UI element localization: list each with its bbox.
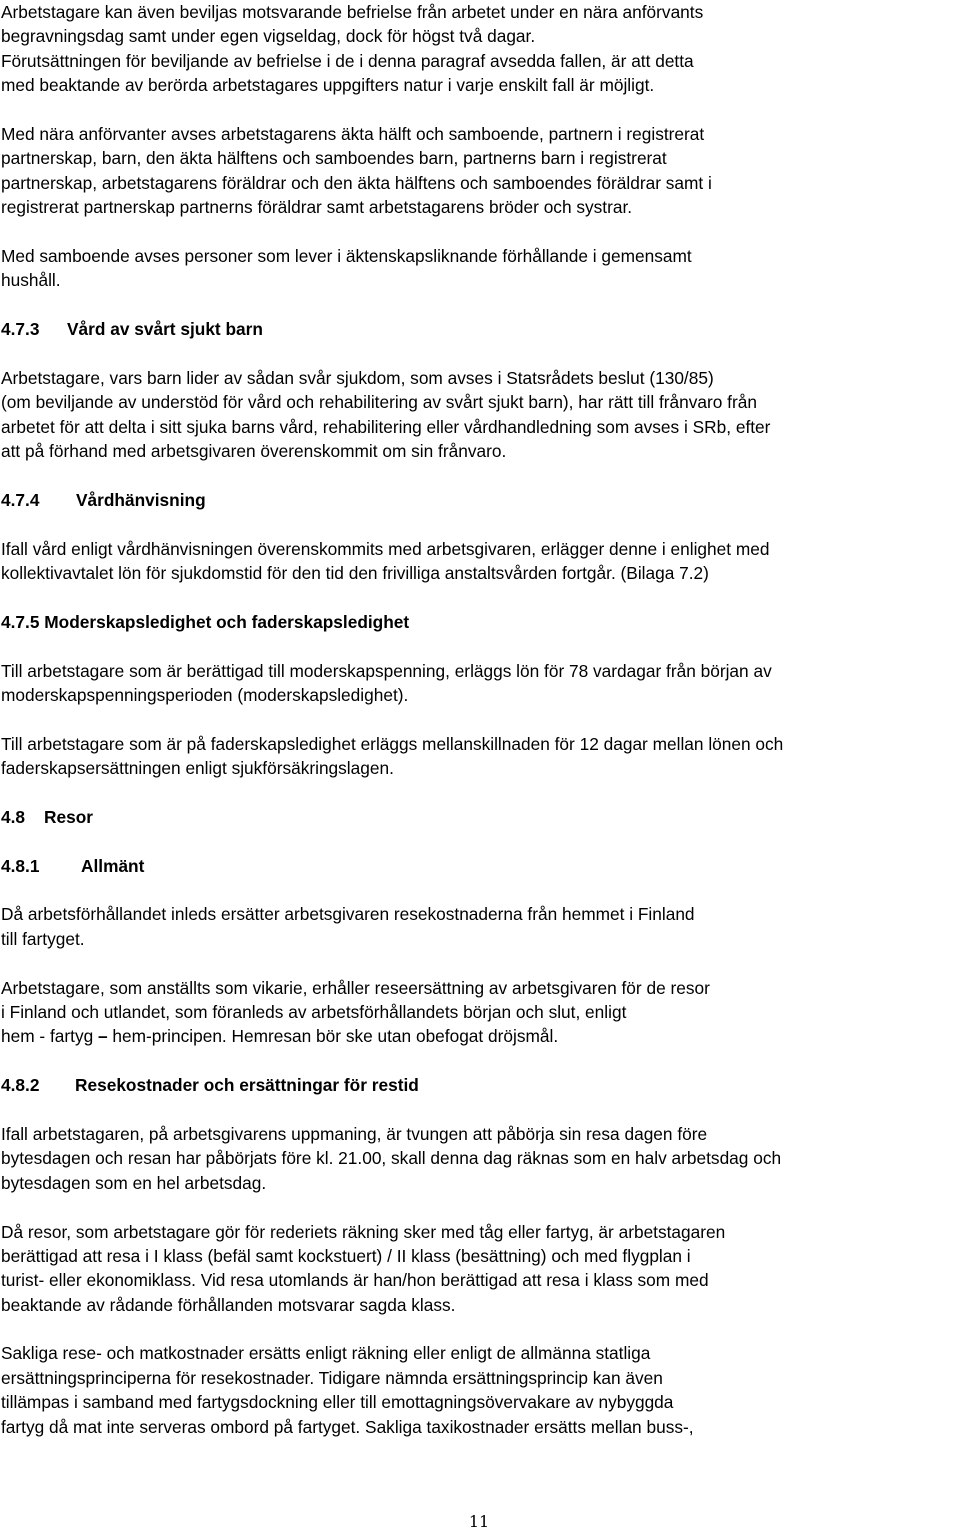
text-line: arbetet för att delta i sitt sjuka barns vård, rehabilitering eller vårdhandledning som avses i SRb, efter [1,416,771,437]
text-line: begravningsdag samt under egen vigseldag, dock för högst två dagar. [1,26,536,47]
travel-costs-paragraph-1 [1,1122,959,1195]
paragraph-spacer [1,878,959,902]
text-fragment: hem - fartyg [1,1026,98,1047]
text-line: partnerskap, arbetstagarens föräldrar och den äkta hälftens och samboendes föräldrar samt i [1,172,712,193]
section-heading-4-7-4 [1,488,959,512]
section-title: Resor [44,806,93,827]
text-line: Ifall arbetstagaren, på arbetsgivarens uppmaning, är tvungen att påbörja sin resa dagen före [1,1123,708,1144]
section-title: Vårdhänvisning [76,489,206,510]
section-heading-4-7-3 [1,317,959,341]
section-heading-4-8-1 [1,854,959,878]
text-line: fartyg då mat inte serveras ombord på fartyget. Sakliga taxikostnader ersätts mellan buss-, [1,1416,694,1437]
text-line: Till arbetstagare som är berättigad till moderskapspenning, erläggs lön för 78 vardagar från början av [1,660,772,681]
paragraph-spacer [1,781,959,805]
text-line: ersättningsprinciperna för resekostnader. Tidigare nämnda ersättningsprincip kan även [1,1367,663,1388]
text-line: Med nära anförvanter avses arbetstagarens äkta hälft och samboende, partnern i registrerat [1,123,705,144]
text-line: i Finland och utlandet, som föranleds av arbetsförhållandets början och slut, enligt [1,1002,627,1023]
paragraph-spacer [1,512,959,536]
paragraph-spacer [1,341,959,365]
section-heading-4-8 [1,805,959,829]
travel-general-paragraph-1 [1,902,959,951]
text-line: kollektivavtalet lön för sjukdomstid för den tid den frivilliga anstaltsvården fortgår. (Bilaga 7.2) [1,562,709,583]
travel-costs-paragraph-2 [1,1220,959,1318]
section-number: 4.8.1 [1,855,40,876]
text-line: Ifall vård enligt vårdhänvisningen överenskommits med arbetsgivaren, erlägger denne i enlighet med [1,538,770,559]
text-line: Med samboende avses personer som lever i äktenskapsliknande förhållande i gemensamt [1,245,692,266]
text-line: faderskapsersättningen enligt sjukförsäkringslagen. [1,758,394,779]
paragraph-spacer [1,585,959,609]
text-line: Arbetstagare kan även beviljas motsvarande befrielse från arbetet under en nära anförvants [1,2,704,22]
cohabitants-paragraph [1,244,959,293]
text-line: Arbetstagare, vars barn lider av sådan svår sjukdom, som avses i Statsrådets beslut (130/85) [1,367,714,388]
intro-paragraph [1,0,959,98]
paragraph-spacer [1,293,959,317]
text-line: Förutsättningen för beviljande av befrielse i de i denna paragraf avsedda fallen, är att detta [1,50,694,71]
text-line: hushåll. [1,270,61,291]
paragraph-spacer [1,829,959,853]
text-line: moderskapspenningsperioden (moderskapsledighet). [1,684,409,705]
paragraph-spacer [1,1317,959,1341]
paragraph-spacer [1,634,959,658]
text-line: med beaktande av berörda arbetstagares uppgifters natur i varje enskilt fall är möjligt. [1,75,655,96]
care-referral-paragraph [1,537,959,586]
text-line: Arbetstagare, som anställts som vikarie, erhåller reseersättning av arbetsgivaren för de resor [1,977,710,998]
maternity-paragraph [1,659,959,708]
paragraph-spacer [1,463,959,487]
travel-costs-paragraph-3 [1,1341,959,1439]
text-line: att på förhand med arbetsgivaren överenskommit om sin frånvaro. [1,441,507,462]
page-number [0,1512,960,1532]
text-line: Då resor, som arbetstagare gör för rederiets räkning sker med tåg eller fartyg, är arbetstagaren [1,1221,726,1242]
text-fragment: hem-principen. Hemresan bör ske utan obefogat dröjsmål. [107,1026,559,1047]
text-line: turist- eller ekonomiklass. Vid resa utomlands är han/hon berättigad att resa i klass som med [1,1270,709,1291]
relatives-paragraph [1,122,959,220]
paragraph-spacer [1,1098,959,1122]
section-title: Resekostnader och ersättningar för restid [75,1075,419,1096]
text-line: (om beviljande av understöd för vård och rehabilitering av svårt sjukt barn), har rätt till frånvaro från [1,392,757,413]
section-number: 4.8.2 [1,1075,40,1096]
text-line: tillämpas i samband med fartygsdockning eller till emottagningsövervakare av nybyggda [1,1392,674,1413]
text-line: berättigad att resa i I klass (befäl samt kockstuert) / II klass (besättning) och med flygplan i [1,1245,691,1266]
section-number: 4.7.4 [1,489,40,510]
text-line: Sakliga rese- och matkostnader ersätts enligt räkning eller enligt de allmänna statliga [1,1343,651,1364]
paragraph-spacer [1,951,959,975]
section-title: Vård av svårt sjukt barn [67,319,263,340]
text-line: Då arbetsförhållandet inleds ersätter arbetsgivaren resekostnaderna från hemmet i Finland [1,904,695,925]
text-line: partnerskap, barn, den äkta hälftens och samboendes barn, partnerns barn i registrerat [1,148,667,169]
section-number: 4.8 [1,806,26,827]
section-title: Allmänt [81,855,145,876]
travel-general-paragraph-2 [1,976,959,1049]
page-number-text: 11 [468,1512,490,1531]
paragraph-spacer [1,1049,959,1073]
text-line: bytesdagen och resan har påbörjats före kl. 21.00, skall denna dag räknas som en halv arbetsdag och [1,1148,782,1169]
text-line: Till arbetstagare som är på faderskapsledighet erläggs mellanskillnaden för 12 dagar mellan lönen och [1,733,784,754]
text-line [1,1024,959,1048]
text-line: bytesdagen som en hel arbetsdag. [1,1172,267,1193]
section-heading-4-8-2 [1,1073,959,1097]
paragraph-spacer [1,98,959,122]
section-number: 4.7.3 [1,319,40,340]
paternity-paragraph [1,732,959,781]
text-line: beaktande av rådande förhållanden motsvarar sagda klass. [1,1294,456,1315]
paragraph-spacer [1,1195,959,1219]
section-heading-4-7-5: 4.7.5 Moderskapsledighet och faderskapsledighet [1,611,410,632]
dash-glyph: – [98,1026,108,1047]
document-page [1,0,959,1439]
text-line: till fartyget. [1,928,85,949]
sick-child-paragraph [1,366,959,464]
text-line: registrerat partnerskap partnerns föräldrar samt arbetstagarens bröder och systrar. [1,197,633,218]
paragraph-spacer [1,220,959,244]
paragraph-spacer [1,707,959,731]
